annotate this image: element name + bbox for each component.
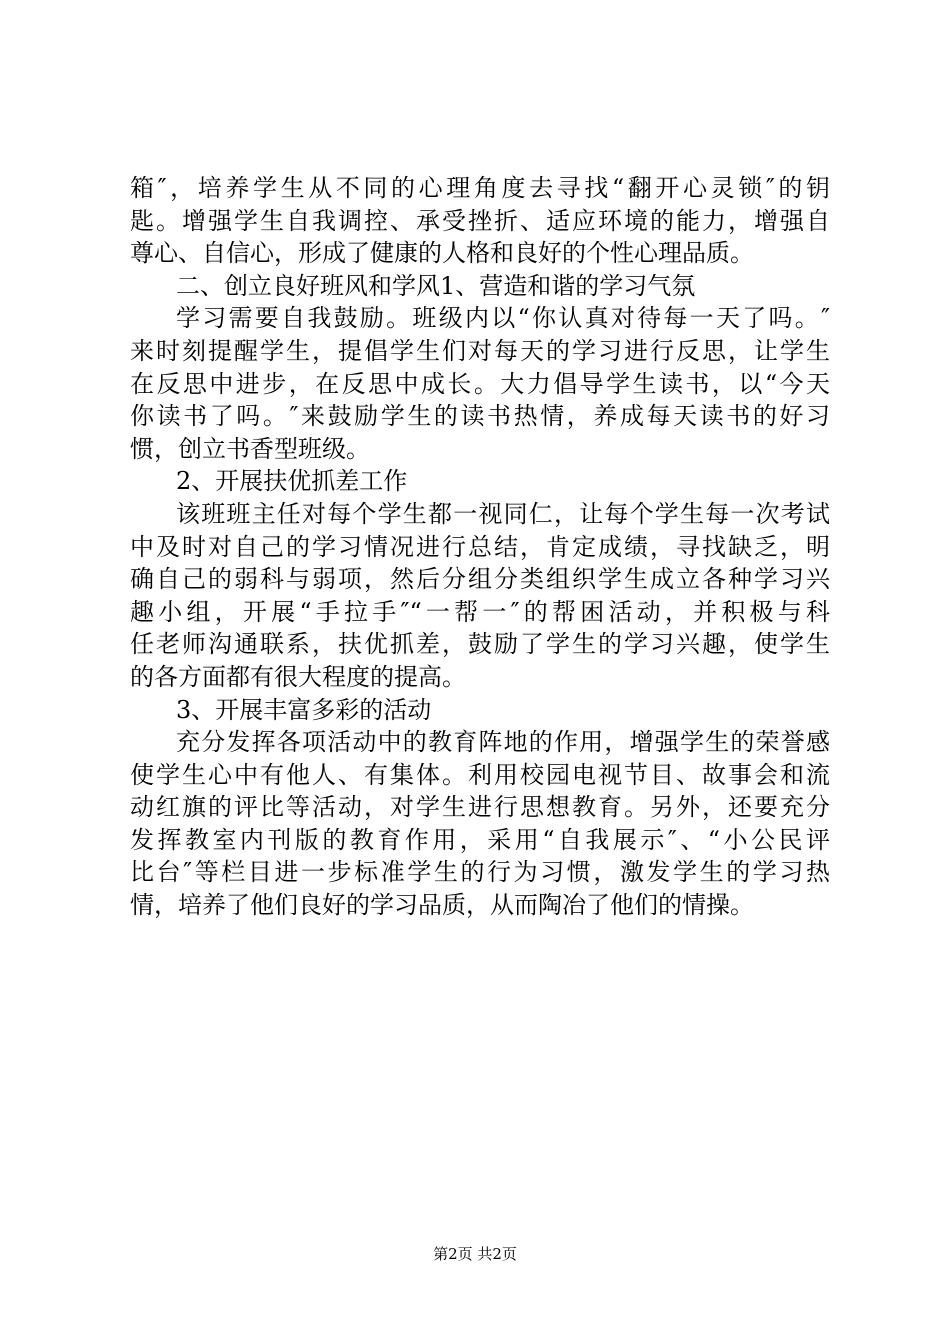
text-line: 该班班主任对每个学生都一视同仁，让每个学生每一次考试 — [176, 499, 830, 528]
section-heading: 2、开展扶优抓差工作 — [176, 467, 408, 496]
text-line: 确自己的弱科与弱项，然后分组分类组织学生成立各种学习兴 — [130, 565, 830, 594]
text-line: 充分发挥各项活动中的教育阵地的作用，增强学生的荣誉感 — [176, 728, 830, 757]
text-line: 箱″，培养学生从不同的心理角度去寻找“翻开心灵锁″的钥 — [130, 174, 830, 202]
text-line: 学习需要自我鼓励。班级内以“你认真对待每一天了吗。″ — [176, 304, 830, 333]
text-line: 你读书了吗。″来鼓励学生的读书热情，养成每天读书的好习 — [130, 402, 830, 431]
document-body — [130, 172, 830, 922]
text-line: 发挥教室内刊版的教育作用，采用“自我展示″、“小公民评 — [130, 825, 830, 854]
text-line: 趣小组，开展“手拉手″“一帮一″的帮困活动，并积极与科 — [130, 597, 830, 626]
text-line: 任老师沟通联系，扶优抓差，鼓励了学生的学习兴趣，使学生 — [130, 630, 830, 659]
text-line: 在反思中进步，在反思中成长。大力倡导学生读书，以“今天 — [130, 369, 830, 398]
text-line: 尊心、自信心，形成了健康的人格和良好的个性心理品质。 — [130, 239, 754, 268]
text-line: 中及时对自己的学习情况进行总结，肯定成绩，寻找缺乏，明 — [130, 532, 830, 561]
text-line: 比台″等栏目进一步标准学生的行为习惯，激发学生的学习热 — [130, 858, 830, 887]
text-line: 来时刻提醒学生，提倡学生们对每天的学习进行反思，让学生 — [130, 336, 830, 365]
text-line: 匙。增强学生自我调控、承受挫折、适应环境的能力，增强自 — [130, 206, 830, 235]
text-line: 动红旗的评比等活动，对学生进行思想教育。另外，还要充分 — [130, 793, 830, 822]
text-line: 使学生心中有他人、有集体。利用校园电视节目、故事会和流 — [130, 760, 830, 789]
text-line: 情，培养了他们良好的学习品质，从而陶冶了他们的情操。 — [130, 891, 754, 920]
page-number-footer: 第2页 共2页 — [433, 1245, 517, 1263]
section-heading: 3、开展丰富多彩的活动 — [176, 695, 432, 724]
text-line: 的各方面都有很大程度的提高。 — [130, 662, 466, 691]
section-heading: 二、创立良好班风和学风1、营造和谐的学习气氛 — [176, 271, 696, 300]
text-line: 惯，创立书香型班级。 — [130, 434, 370, 463]
